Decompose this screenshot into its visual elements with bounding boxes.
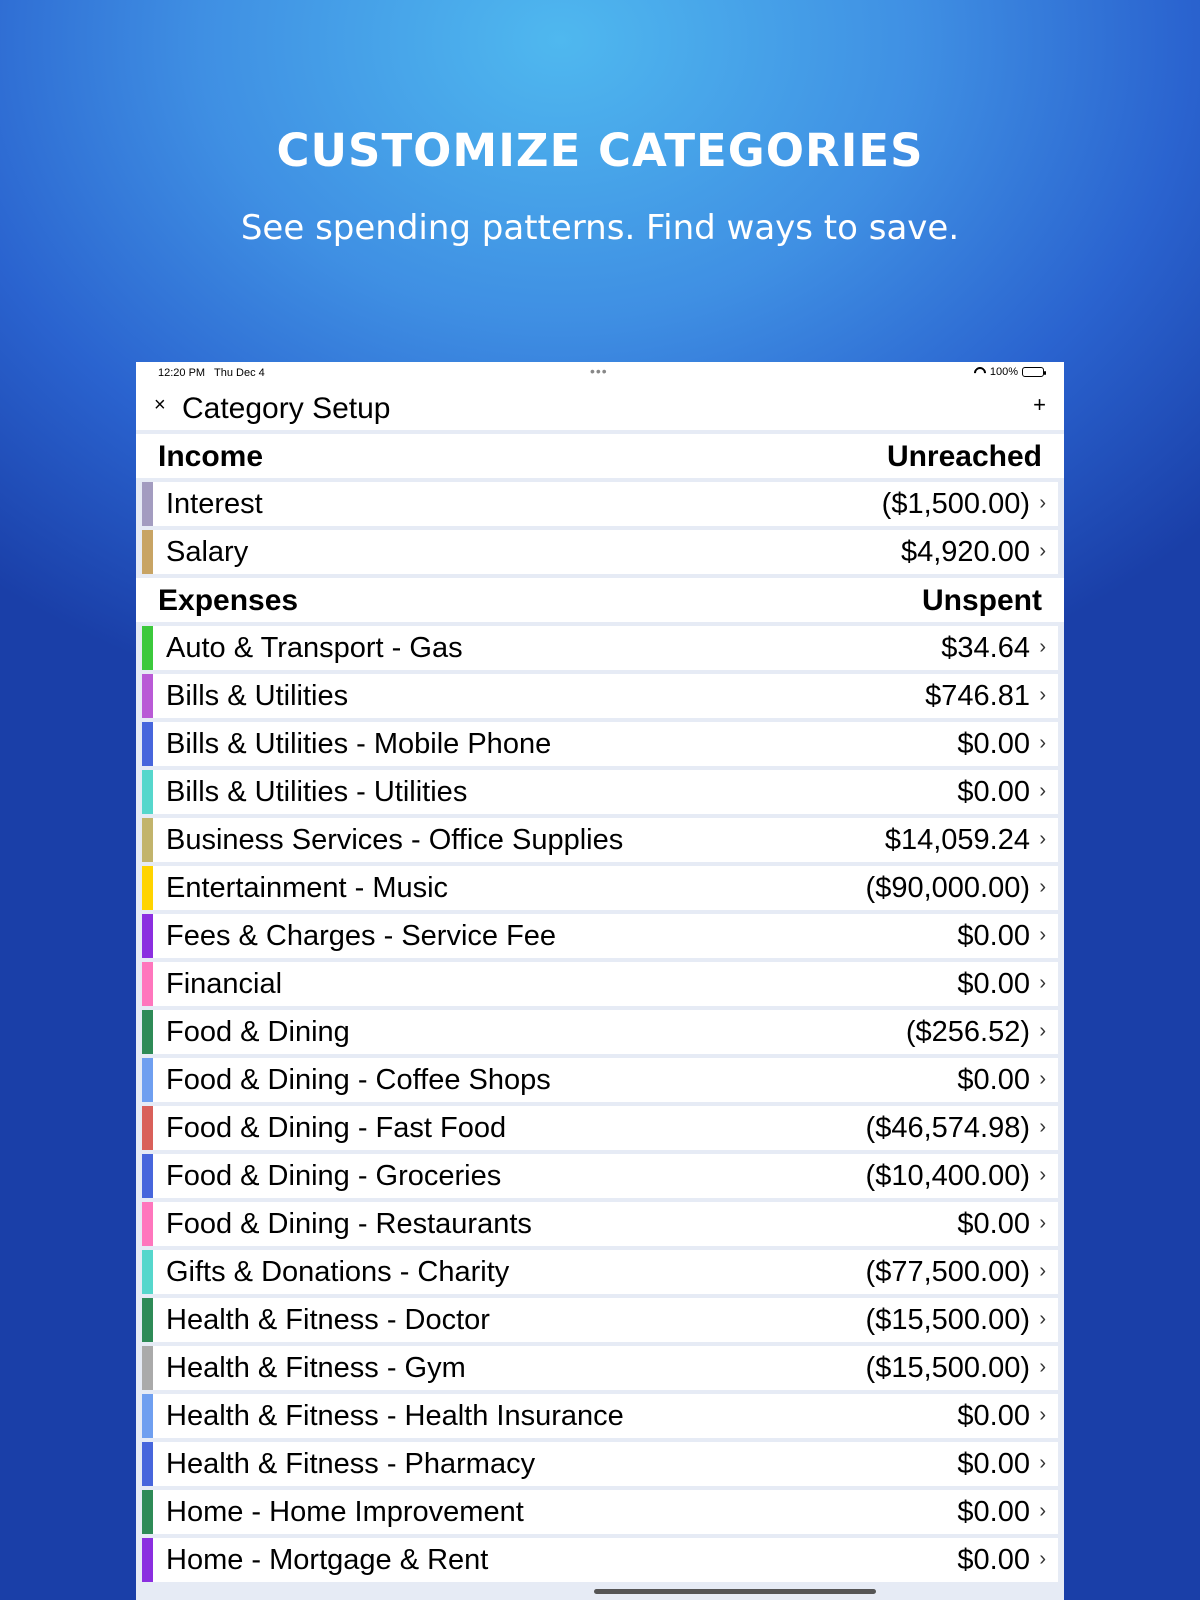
chevron-right-icon: › — [1039, 828, 1046, 850]
chevron-right-icon: › — [1039, 1548, 1046, 1570]
category-name: Bills & Utilities - Mobile Phone — [166, 728, 552, 760]
chevron-right-icon: › — [1039, 684, 1046, 706]
category-row[interactable] — [142, 1250, 1058, 1294]
category-amount: ($15,500.00) — [865, 1304, 1030, 1336]
category-row[interactable] — [142, 722, 1058, 766]
category-color-swatch — [142, 722, 153, 766]
category-row[interactable] — [142, 626, 1058, 670]
category-row[interactable] — [142, 1298, 1058, 1342]
category-row[interactable] — [142, 1394, 1058, 1438]
category-color-swatch — [142, 1298, 153, 1342]
category-amount: ($90,000.00) — [865, 872, 1030, 904]
category-amount: ($46,574.98) — [865, 1112, 1030, 1144]
category-name: Business Services - Office Supplies — [166, 824, 624, 856]
section-value: Unreached — [886, 440, 1042, 473]
category-amount: $0.00 — [957, 1208, 1030, 1240]
category-color-swatch — [142, 482, 153, 526]
wifi-icon — [974, 367, 986, 377]
category-name: Fees & Charges - Service Fee — [166, 920, 557, 952]
category-name: Bills & Utilities — [166, 680, 349, 712]
category-color-swatch — [142, 1394, 153, 1438]
category-amount: ($15,500.00) — [865, 1352, 1030, 1384]
multitask-dots-icon[interactable]: ••• — [590, 363, 608, 379]
chevron-right-icon: › — [1039, 732, 1046, 754]
category-amount: $0.00 — [957, 1448, 1030, 1480]
category-amount: $14,059.24 — [884, 824, 1030, 856]
battery-icon — [1022, 367, 1044, 377]
category-row[interactable] — [142, 1010, 1058, 1054]
chevron-right-icon: › — [1039, 972, 1046, 994]
category-amount: $0.00 — [957, 968, 1030, 1000]
category-color-swatch — [142, 818, 153, 862]
category-color-swatch — [142, 1250, 153, 1294]
category-amount: $746.81 — [925, 680, 1030, 712]
section-header-income — [136, 434, 1064, 478]
category-amount: $34.64 — [941, 632, 1030, 664]
nav-bar — [136, 384, 1064, 430]
category-name: Salary — [166, 536, 249, 568]
category-color-swatch — [142, 674, 153, 718]
category-color-swatch — [142, 866, 153, 910]
chevron-right-icon: › — [1039, 1260, 1046, 1282]
category-row[interactable] — [142, 530, 1058, 574]
category-amount: $0.00 — [957, 1400, 1030, 1432]
category-row[interactable] — [142, 1538, 1058, 1582]
category-name: Health & Fitness - Gym — [166, 1352, 466, 1384]
category-row[interactable] — [142, 1346, 1058, 1390]
promo-subtitle: See spending patterns. Find ways to save. — [240, 208, 960, 248]
category-amount: ($10,400.00) — [865, 1160, 1030, 1192]
category-color-swatch — [142, 914, 153, 958]
category-row[interactable] — [142, 1202, 1058, 1246]
category-amount: $0.00 — [957, 920, 1030, 952]
category-name: Auto & Transport - Gas — [166, 632, 463, 664]
category-amount: $0.00 — [957, 728, 1030, 760]
category-amount: ($1,500.00) — [881, 488, 1030, 520]
category-color-swatch — [142, 626, 153, 670]
chevron-right-icon: › — [1039, 492, 1046, 514]
status-time: 12:20 PM — [158, 367, 206, 379]
category-row[interactable] — [142, 1154, 1058, 1198]
category-row[interactable] — [142, 1106, 1058, 1150]
category-name: Health & Fitness - Doctor — [166, 1304, 490, 1336]
category-list — [136, 430, 1064, 1582]
category-name: Food & Dining — [166, 1016, 350, 1048]
category-name: Food & Dining - Coffee Shops — [166, 1064, 551, 1096]
section-value: Unspent — [922, 584, 1042, 617]
chevron-right-icon: › — [1039, 1404, 1046, 1426]
close-icon[interactable]: × — [154, 394, 166, 416]
category-name: Entertainment - Music — [166, 872, 449, 904]
section-label: Income — [158, 440, 264, 473]
category-color-swatch — [142, 530, 153, 574]
category-name: Bills & Utilities - Utilities — [166, 776, 468, 808]
chevron-right-icon: › — [1039, 540, 1046, 562]
category-row[interactable] — [142, 674, 1058, 718]
category-name: Food & Dining - Fast Food — [166, 1112, 507, 1144]
category-amount: $0.00 — [957, 1544, 1030, 1576]
battery-percent: 100% — [989, 366, 1018, 378]
category-color-swatch — [142, 1154, 153, 1198]
category-amount: $0.00 — [957, 1064, 1030, 1096]
home-indicator[interactable] — [594, 1589, 876, 1594]
section-label: Expenses — [158, 584, 299, 617]
category-row[interactable] — [142, 914, 1058, 958]
category-row[interactable] — [142, 1058, 1058, 1102]
category-row[interactable] — [142, 818, 1058, 862]
chevron-right-icon: › — [1039, 1308, 1046, 1330]
category-row[interactable] — [142, 1442, 1058, 1486]
promo-title: CUSTOMIZE CATEGORIES — [276, 124, 924, 177]
chevron-right-icon: › — [1039, 924, 1046, 946]
category-row[interactable] — [142, 866, 1058, 910]
add-icon[interactable]: + — [1033, 392, 1046, 417]
category-color-swatch — [142, 1010, 153, 1054]
category-name: Financial — [166, 968, 283, 1000]
chevron-right-icon: › — [1039, 1068, 1046, 1090]
category-color-swatch — [142, 1346, 153, 1390]
category-color-swatch — [142, 1106, 153, 1150]
category-color-swatch — [142, 770, 153, 814]
chevron-right-icon: › — [1039, 636, 1046, 658]
status-bar — [136, 362, 1064, 384]
category-row[interactable] — [142, 770, 1058, 814]
category-color-swatch — [142, 962, 153, 1006]
chevron-right-icon: › — [1039, 1500, 1046, 1522]
category-color-swatch — [142, 1442, 153, 1486]
chevron-right-icon: › — [1039, 1116, 1046, 1138]
chevron-right-icon: › — [1039, 1020, 1046, 1042]
category-amount: $4,920.00 — [900, 536, 1030, 568]
chevron-right-icon: › — [1039, 1452, 1046, 1474]
category-amount: ($77,500.00) — [865, 1256, 1030, 1288]
category-name: Health & Fitness - Health Insurance — [166, 1400, 624, 1432]
page-title: Category Setup — [182, 392, 391, 425]
category-row[interactable] — [142, 1490, 1058, 1534]
chevron-right-icon: › — [1039, 1356, 1046, 1378]
category-name: Food & Dining - Restaurants — [166, 1208, 532, 1240]
category-color-swatch — [142, 1538, 153, 1582]
category-color-swatch — [142, 1202, 153, 1246]
status-date: Thu Dec 4 — [214, 367, 265, 379]
category-row[interactable] — [142, 962, 1058, 1006]
category-name: Food & Dining - Groceries — [166, 1160, 502, 1192]
category-row[interactable] — [142, 482, 1058, 526]
category-name: Gifts & Donations - Charity — [166, 1256, 510, 1288]
category-color-swatch — [142, 1490, 153, 1534]
category-amount: $0.00 — [957, 1496, 1030, 1528]
status-indicators — [974, 366, 1044, 378]
category-color-swatch — [142, 1058, 153, 1102]
category-amount: ($256.52) — [905, 1016, 1030, 1048]
section-header-expenses — [136, 578, 1064, 622]
category-name: Home - Home Improvement — [166, 1496, 524, 1528]
device-screen — [136, 362, 1064, 1600]
chevron-right-icon: › — [1039, 1164, 1046, 1186]
chevron-right-icon: › — [1039, 780, 1046, 802]
chevron-right-icon: › — [1039, 1212, 1046, 1234]
category-name: Interest — [166, 488, 263, 520]
chevron-right-icon: › — [1039, 876, 1046, 898]
category-name: Health & Fitness - Pharmacy — [166, 1448, 536, 1480]
category-name: Home - Mortgage & Rent — [166, 1544, 489, 1576]
category-amount: $0.00 — [957, 776, 1030, 808]
